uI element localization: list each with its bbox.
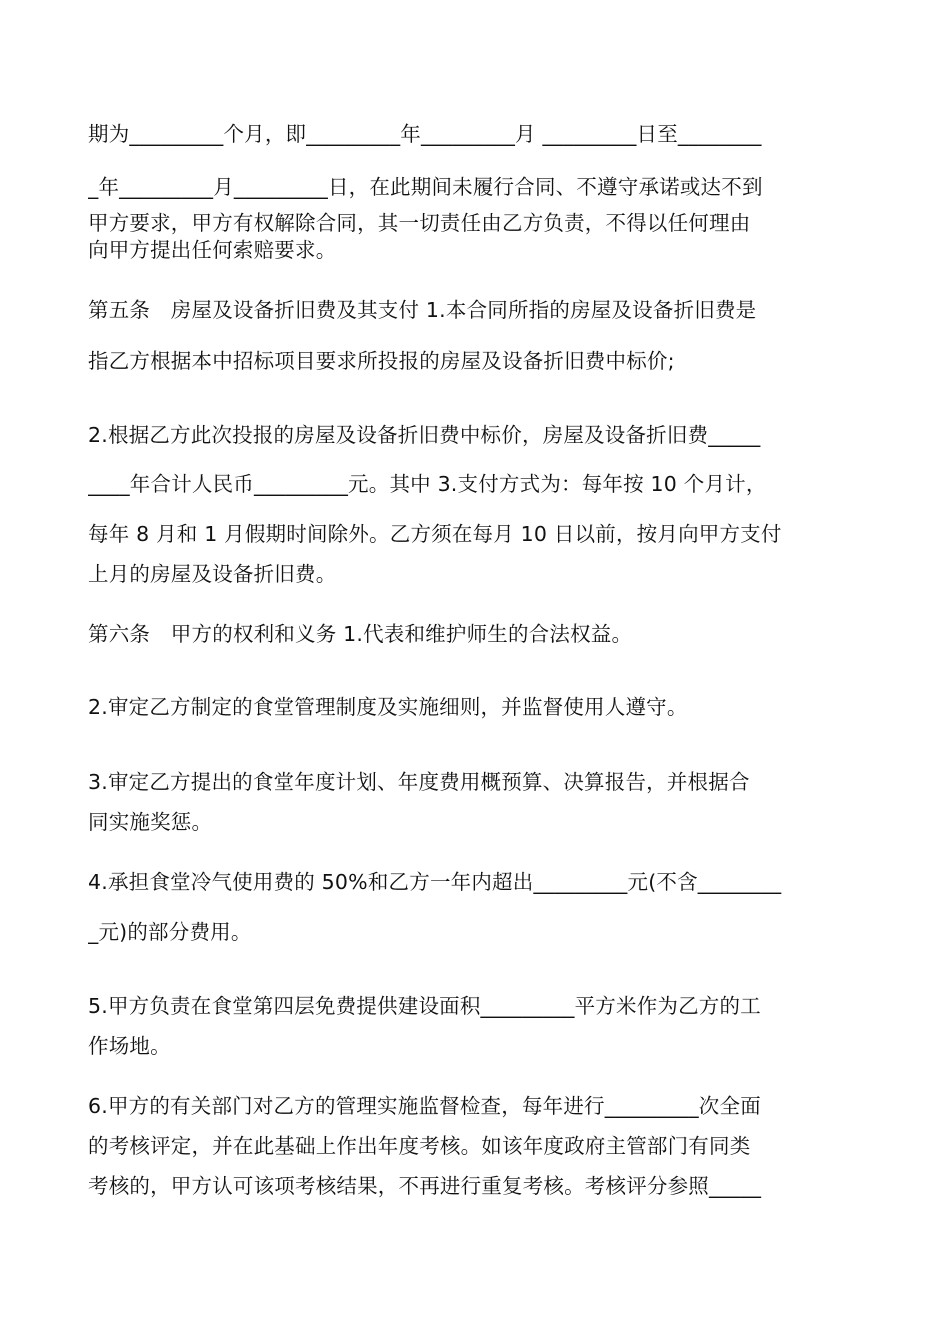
text-line: 6.甲方的有关部门对乙方的管理实施监督检查，每年进行_________次全面: [88, 1094, 761, 1118]
text-line: 每年 8 月和 1 月假期时间除外。乙方须在每月 10 日以前，按月向甲方支付: [88, 522, 782, 546]
text-line: 甲方要求，甲方有权解除合同，其一切责任由乙方负责，不得以任何理由: [88, 211, 751, 235]
text-line: 2.审定乙方制定的食堂管理制度及实施细则，并监督使用人遵守。: [88, 695, 688, 719]
text-line: 的考核评定，并在此基础上作出年度考核。如该年度政府主管部门有同类: [88, 1134, 751, 1158]
text-line: 作场地。: [88, 1034, 171, 1058]
text-line: 上月的房屋及设备折旧费。: [88, 562, 337, 586]
text-line: 指乙方根据本中招标项目要求所投报的房屋及设备折旧费中标价;: [88, 349, 675, 373]
text-line: 5.甲方负责在食堂第四层免费提供建设面积_________平方米作为乙方的工: [88, 994, 761, 1018]
text-line: 同实施奖惩。: [88, 810, 213, 834]
text-line: 期为_________个月，即_________年_________月 _________日至________: [88, 122, 762, 146]
text-line: _年_________月_________日，在此期间未履行合同、不遵守承诺或达不到: [88, 175, 763, 199]
text-line: 向甲方提出任何索赔要求。: [88, 238, 337, 262]
text-line: 第五条 房屋及设备折旧费及其支付 1.本合同所指的房屋及设备折旧费是: [88, 298, 757, 322]
text-line: ____年合计人民币_________元。其中 3.支付方式为：每年按 10 个月计，: [88, 472, 767, 496]
text-line: 3.审定乙方提出的食堂年度计划、年度费用概预算、决算报告，并根据合: [88, 770, 750, 794]
text-line: 考核的，甲方认可该项考核结果，不再进行重复考核。考核评分参照_____: [88, 1174, 762, 1198]
text-line: _元)的部分费用。: [88, 920, 252, 944]
text-line: 4.承担食堂冷气使用费的 50%和乙方一年内超出_________元(不含________: [88, 870, 782, 894]
text-line: 2.根据乙方此次投报的房屋及设备折旧费中标价，房屋及设备折旧费_____: [88, 423, 761, 447]
text-line: 第六条 甲方的权利和义务 1.代表和维护师生的合法权益。: [88, 622, 633, 646]
